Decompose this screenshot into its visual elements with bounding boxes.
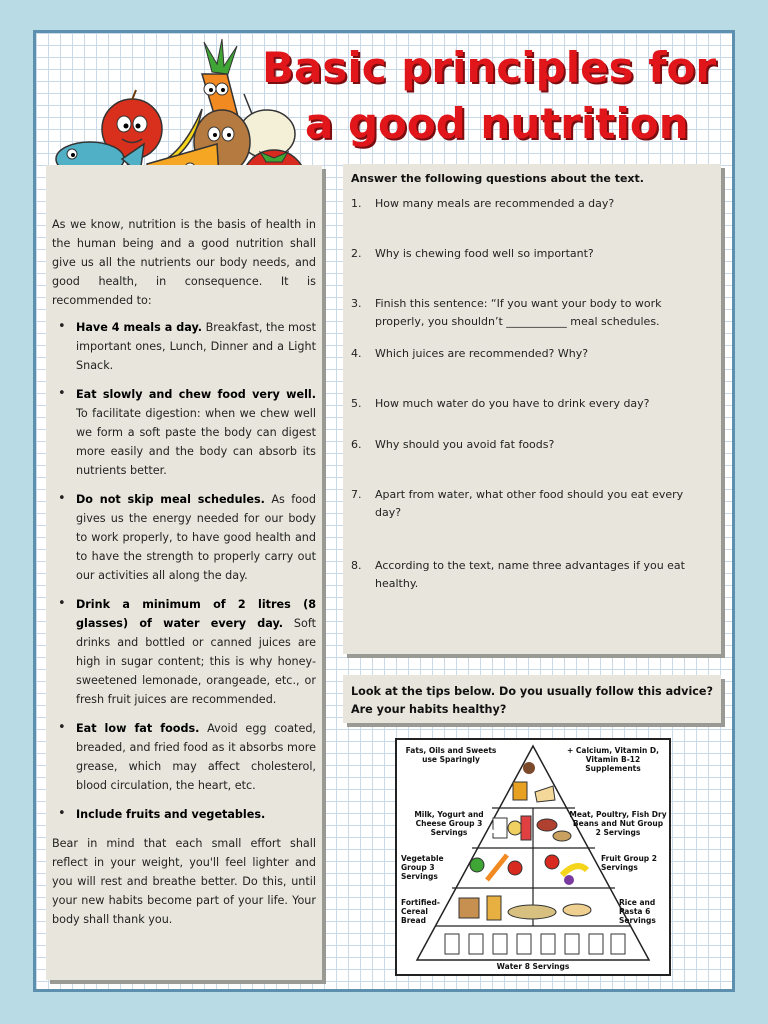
question-text: Finish this sentence: “If you want your body to work properly, you shouldn’t ___________ meal schedules. xyxy=(375,297,662,328)
question-text: Why should you avoid fat foods? xyxy=(375,438,555,451)
bullet-icon: • xyxy=(58,491,66,506)
advice-prompt-text: Look at the tips below. Do you usually follow this advice? Are your habits healthy? xyxy=(351,685,713,716)
bullet-icon: • xyxy=(58,720,66,735)
tip-item xyxy=(52,595,316,709)
bullet-icon: • xyxy=(58,386,66,401)
tip-text: As food gives us the energy needed for our body to work properly, to have good health and to have the strength to properly carry out our activities all along the day. xyxy=(76,493,316,582)
reading-text-panel xyxy=(46,165,322,980)
question-item xyxy=(351,557,711,597)
meat-group-label: Meat, Poultry, Fish Dry Beans and Nut Group 2 Servings xyxy=(569,810,667,837)
question-text: Which juices are recommended? Why? xyxy=(375,347,589,360)
cereal-label: Fortified-Cereal Bread xyxy=(401,898,440,925)
questions-panel xyxy=(343,164,721,654)
intro-paragraph: As we know, nutrition is the basis of health in the human being and a good nutrition shall give us all the nutrients our body needs, and good health, in consequence. It is recommended to: xyxy=(52,218,316,307)
question-number: 5. xyxy=(351,397,362,410)
tip-text: Breakfast, the most important ones, Lunch, Dinner and a Light Snack. xyxy=(76,321,316,372)
tip-text: To facilitate digestion: when we chew well we form a soft paste the body can digest more easily and the body can absorb its nutrients better. xyxy=(76,407,316,477)
question-text: Why is chewing food well so important? xyxy=(375,247,594,260)
closing-paragraph: Bear in mind that each small effort shall reflect in your weight, you'll feel lighter and you will rest and breathe better. Do this, until your new habits become part of your life. Your body shall thank you. xyxy=(52,837,316,926)
fats-label: Fats, Oils and Sweets use Sparingly xyxy=(405,746,497,764)
question-item xyxy=(351,245,711,295)
tips-list xyxy=(52,318,316,824)
tip-item xyxy=(52,490,316,585)
question-number: 8. xyxy=(351,559,362,572)
question-item xyxy=(351,395,711,436)
question-text: How many meals are recommended a day? xyxy=(375,197,615,210)
tip-lead: Eat low fat foods. xyxy=(76,722,200,735)
bullet-icon: • xyxy=(58,319,66,334)
tip-text: Soft drinks and bottled or canned juices are high in sugar content; this is why honey-sweetened lemonade, orangeade, etc., or fresh fruit juices are recommended. xyxy=(76,617,316,706)
milk-group-label: Milk, Yogurt and Cheese Group 3 Servings xyxy=(414,810,484,837)
tip-item xyxy=(52,805,316,824)
food-pyramid xyxy=(395,738,671,976)
bullet-icon: • xyxy=(58,806,66,821)
tip-lead: Do not skip meal schedules. xyxy=(76,493,265,506)
tip-item xyxy=(52,719,316,795)
question-item xyxy=(351,486,711,557)
tip-item xyxy=(52,318,316,375)
tip-lead: Drink a minimum of 2 litres (8 glasses) of water every day. xyxy=(76,598,316,630)
fruit-group-label: Fruit Group 2 Servings xyxy=(601,854,657,872)
advice-prompt-panel xyxy=(343,675,721,723)
tip-item xyxy=(52,385,316,480)
rice-pasta-label: Rice and Pasta 6 Servings xyxy=(619,898,656,925)
tip-lead: Eat slowly and chew food very well. xyxy=(76,388,316,401)
questions-heading: Answer the following questions about the text. xyxy=(351,172,644,185)
tip-text: Avoid egg coated, breaded, and fried food as it absorbs more grease, which may affect cholesterol, blood circulation, the heart, etc. xyxy=(76,722,316,792)
tip-lead: Have 4 meals a day. xyxy=(76,321,202,334)
question-text: According to the text, name three advantages if you eat healthy. xyxy=(375,559,685,590)
tip-lead: Include fruits and vegetables. xyxy=(76,808,266,821)
question-number: 4. xyxy=(351,347,362,360)
milk-carton-label: milk xyxy=(489,828,505,835)
question-item xyxy=(351,295,711,345)
question-text: How much water do you have to drink every day? xyxy=(375,397,650,410)
question-item xyxy=(351,195,711,245)
question-number: 7. xyxy=(351,488,362,501)
question-item xyxy=(351,345,711,395)
question-number: 2. xyxy=(351,247,362,260)
question-number: 6. xyxy=(351,438,362,451)
page-title-line1: Basic principles for xyxy=(262,43,717,92)
question-text: Apart from water, what other food should you eat every day? xyxy=(375,488,684,519)
questions-list xyxy=(351,195,711,597)
supplements-label: + Calcium, Vitamin D, Vitamin B-12 Supplements xyxy=(567,746,659,773)
bullet-icon: • xyxy=(58,596,66,611)
page-title-line2: a good nutrition xyxy=(305,99,689,148)
question-number: 3. xyxy=(351,297,362,310)
water-label: Water 8 Servings xyxy=(496,962,570,971)
question-item xyxy=(351,436,711,486)
vegetable-group-label: Vegetable Group 3 Servings xyxy=(401,854,444,881)
question-number: 1. xyxy=(351,197,362,210)
